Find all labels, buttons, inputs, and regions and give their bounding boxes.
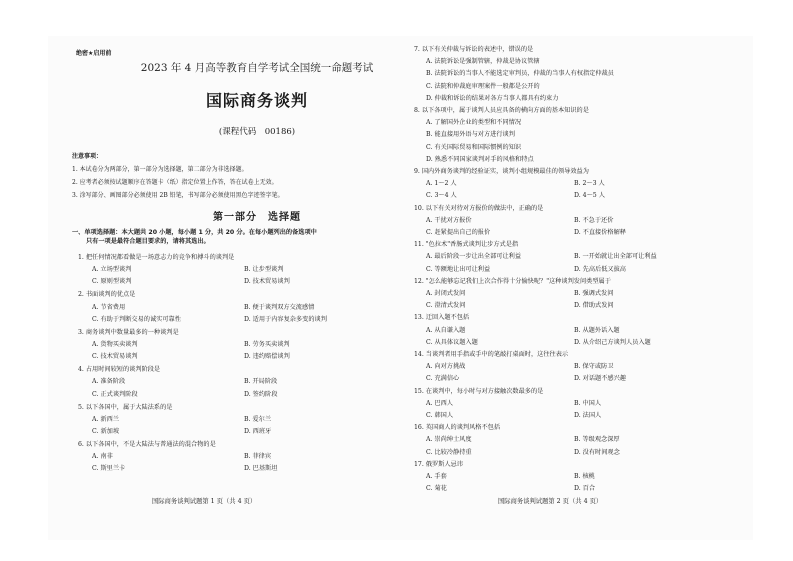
answer-option: B. 劳务买卖谈判 bbox=[244, 341, 290, 348]
answer-option: A. 封闭式发问 bbox=[426, 290, 466, 297]
answer-option: A. 从自谦入题 bbox=[426, 326, 466, 334]
answer-option: D. 适用于内容复杂多变的谈判 bbox=[244, 315, 327, 323]
note-item: 2. 应考者必须按试题顺序在答题卡（纸）指定位置上作答，答在试卷上无效。 bbox=[72, 179, 278, 186]
answer-option: A. 手套 bbox=[426, 473, 447, 480]
answer-option: A. 立场型谈判 bbox=[92, 266, 132, 274]
answer-option: B. 让步型谈判 bbox=[244, 266, 284, 274]
course-code: (课程代码 00186) bbox=[218, 127, 296, 137]
page-footer: 国际商务谈判试题第 2 页（共 4 页） bbox=[498, 498, 603, 505]
exam-title: 2023 年 4 月高等教育自学考试全国统一命题考试 bbox=[140, 62, 374, 74]
question-stem: 17. 俄罗斯人忌讳 bbox=[414, 460, 463, 468]
answer-option: C. 法院和仲裁庭审理案件一般都是公开的 bbox=[426, 82, 540, 90]
answer-option: B. 爱尔兰 bbox=[244, 415, 272, 423]
question-stem: 11. "色拉术"香肠式谈判让步方式是指 bbox=[414, 241, 519, 249]
part-title: 第一部分 选择题 bbox=[213, 212, 301, 223]
question-stem: 13. 迂回入题不包括 bbox=[414, 314, 470, 322]
answer-option: C. 原则型谈判 bbox=[92, 278, 132, 286]
note-item: 1. 本试卷分为两部分，第一部分为选择题，第二部分为非选择题。 bbox=[72, 166, 248, 173]
answer-option: C. 正式谈判阶段 bbox=[92, 390, 138, 398]
answer-option: C. 有关国际贸易和国际惯例的知识 bbox=[426, 143, 522, 151]
question-stem: 16. 英国商人的谈判风格不包括 bbox=[414, 424, 501, 432]
question-stem: 1. 把任何情况都看做是一场意志力的竞争和搏斗的谈判是 bbox=[78, 254, 235, 261]
question-stem: 10. 以下有关对待对方报价的做法中，正确的是 bbox=[414, 204, 544, 212]
answer-option: D. 西班牙 bbox=[244, 428, 272, 435]
answer-option: A. 准备阶段 bbox=[92, 378, 126, 386]
question-stem: 15. 在谈判中，每小时与对方接触次数最多的是 bbox=[414, 387, 544, 395]
answer-option: D. 4～5 人 bbox=[574, 192, 605, 200]
question-stem: 8. 以下各项中，属于谈判人员应具备的横向方面的基本知识的是 bbox=[414, 107, 589, 114]
scanned-exam-sheet bbox=[48, 36, 753, 540]
answer-option: B. 便于谈判双方交流感情 bbox=[244, 303, 315, 311]
answer-option: D. 不直接价格解释 bbox=[574, 229, 626, 236]
answer-option: A. 南非 bbox=[92, 453, 113, 461]
answer-option: D. 熟悉不同国家谈判对手的风格和特点 bbox=[426, 155, 534, 163]
answer-option: A. 干扰对方报价 bbox=[426, 216, 472, 224]
instruction-line: 只有一项是最符合题目要求的，请将其选出。 bbox=[86, 238, 210, 245]
answer-option: B. 不急于还价 bbox=[574, 216, 614, 224]
answer-option: C. 充满信心 bbox=[426, 375, 460, 383]
answer-option: C. 澄清式发问 bbox=[426, 302, 466, 310]
answer-option: C. 从具体议题入题 bbox=[426, 338, 478, 346]
answer-option: D. 百合 bbox=[574, 485, 596, 493]
confidential-mark: 绝密★启用前 bbox=[76, 50, 112, 57]
answer-option: B. 2～3 人 bbox=[574, 180, 605, 188]
answer-option: C. 斯里兰卡 bbox=[92, 465, 126, 473]
answer-option: D. 借助式发问 bbox=[574, 302, 614, 310]
answer-option: C. 3～4 人 bbox=[426, 192, 457, 200]
page-footer: 国际商务谈判试题第 1 页（共 4 页） bbox=[152, 498, 257, 505]
answer-option: C. 韩国人 bbox=[426, 412, 454, 419]
notes-section bbox=[72, 150, 402, 202]
question-stem: 9. 国内外商务谈判的经验证实，谈判小组规模最佳的领导效益为 bbox=[414, 168, 589, 175]
question-stem: 7. 以下有关仲裁与诉讼的表述中，错误的是 bbox=[414, 46, 534, 53]
answer-option: D. 仲裁和诉讼的结果对各方当事人都具有约束力 bbox=[426, 94, 559, 102]
answer-option: C. 等额地让出可让利益 bbox=[426, 265, 491, 273]
question-stem: 2. 书面谈判的优点是 bbox=[78, 291, 136, 299]
answer-option: D. 技术贸易谈判 bbox=[244, 278, 290, 286]
question-stem: 4. 占用时间较短的谈判阶段是 bbox=[78, 366, 161, 374]
answer-option: A. 新西兰 bbox=[92, 415, 119, 423]
notes-heading: 注意事项： bbox=[72, 153, 103, 160]
answer-option: C. 菊花 bbox=[426, 485, 447, 493]
answer-option: D. 签约阶段 bbox=[244, 390, 278, 398]
answer-option: D. 从介绍己方谈判人员入题 bbox=[574, 338, 651, 346]
answer-option: D. 先高后低又拔高 bbox=[574, 265, 626, 273]
answer-option: B. 等级观念深厚 bbox=[574, 436, 620, 444]
answer-option: B. 中国人 bbox=[574, 399, 602, 407]
section-instructions bbox=[72, 228, 402, 246]
answer-option: B. 保守或防卫 bbox=[574, 363, 614, 371]
answer-option: B. 开局阶段 bbox=[244, 378, 278, 386]
answer-option: A. 向对方挑战 bbox=[426, 363, 466, 371]
answer-option: B. 核桃 bbox=[574, 473, 595, 480]
answer-option: D. 法国人 bbox=[574, 412, 602, 419]
question-stem: 14. 当谈判者用手指或手中的笔敲打桌面时，这往往表示 bbox=[414, 351, 569, 358]
answer-option: B. 强调式发问 bbox=[574, 290, 614, 297]
answer-option: A. 货物买卖谈判 bbox=[92, 341, 138, 348]
answer-option: C. 技术贸易谈判 bbox=[92, 353, 138, 361]
answer-option: B. 法院诉讼的当事人不能选定审判员，仲裁的当事人有权指定仲裁员 bbox=[426, 70, 614, 78]
answer-option: A. 巴西人 bbox=[426, 399, 453, 407]
answer-option: B. 菲律宾 bbox=[244, 453, 272, 461]
answer-option: C. 比较冷静持重 bbox=[426, 448, 472, 456]
question-stem: 3. 商务谈判中数量最多的一种谈判是 bbox=[78, 328, 179, 336]
answer-option: C. 有助于判断交易的诚实可靠性 bbox=[92, 315, 181, 323]
paper-title: 国际商务谈判 bbox=[205, 91, 308, 110]
answer-option: D. 没有时间观念 bbox=[574, 448, 620, 456]
instruction-line: 一、单项选择题：本大题共 20 小题，每小题 1 分，共 20 分。在每小题列出的备选项中 bbox=[72, 229, 317, 236]
answer-option: B. 一开始就让出全部可让利益 bbox=[574, 253, 657, 261]
answer-option: A. 崇尚绅士风度 bbox=[426, 436, 472, 444]
answer-option: B. 能直接用外语与对方进行谈判 bbox=[426, 131, 515, 139]
answer-option: C. 赶紧提出自己的报价 bbox=[426, 229, 491, 236]
question-stem: 5. 以下各国中，属于大陆法系的是 bbox=[78, 403, 173, 411]
answer-option: A. 节省费用 bbox=[92, 303, 126, 311]
answer-option: B. 从题外话入题 bbox=[574, 326, 620, 334]
note-item: 3. 涂写部分、画图部分必须使用 2B 铅笔，书写部分必须使用黑色字迹签字笔。 bbox=[72, 192, 284, 199]
answer-option: A. 法院诉讼是强制管辖，仲裁是协议管辖 bbox=[426, 58, 540, 66]
answer-option: C. 新加坡 bbox=[92, 428, 120, 435]
question-stem: 6. 以下各国中，不是大陆法与普通法的混合物的是 bbox=[78, 441, 216, 448]
answer-option: A. 1～2 人 bbox=[426, 180, 457, 188]
question-stem: 12. "怎么能够忘记我们上次合作得十分愉快呢？"这种谈判发问类型属于 bbox=[414, 277, 611, 285]
answer-option: D. 对话题不感兴趣 bbox=[574, 375, 626, 383]
answer-option: D. 巴基斯坦 bbox=[244, 465, 278, 473]
answer-option: D. 违约赔偿谈判 bbox=[244, 353, 290, 361]
answer-option: A. 最后阶段一步让出全部可让利益 bbox=[426, 253, 522, 261]
answer-option: A. 了解国外企业的类型和不同情况 bbox=[426, 119, 522, 127]
